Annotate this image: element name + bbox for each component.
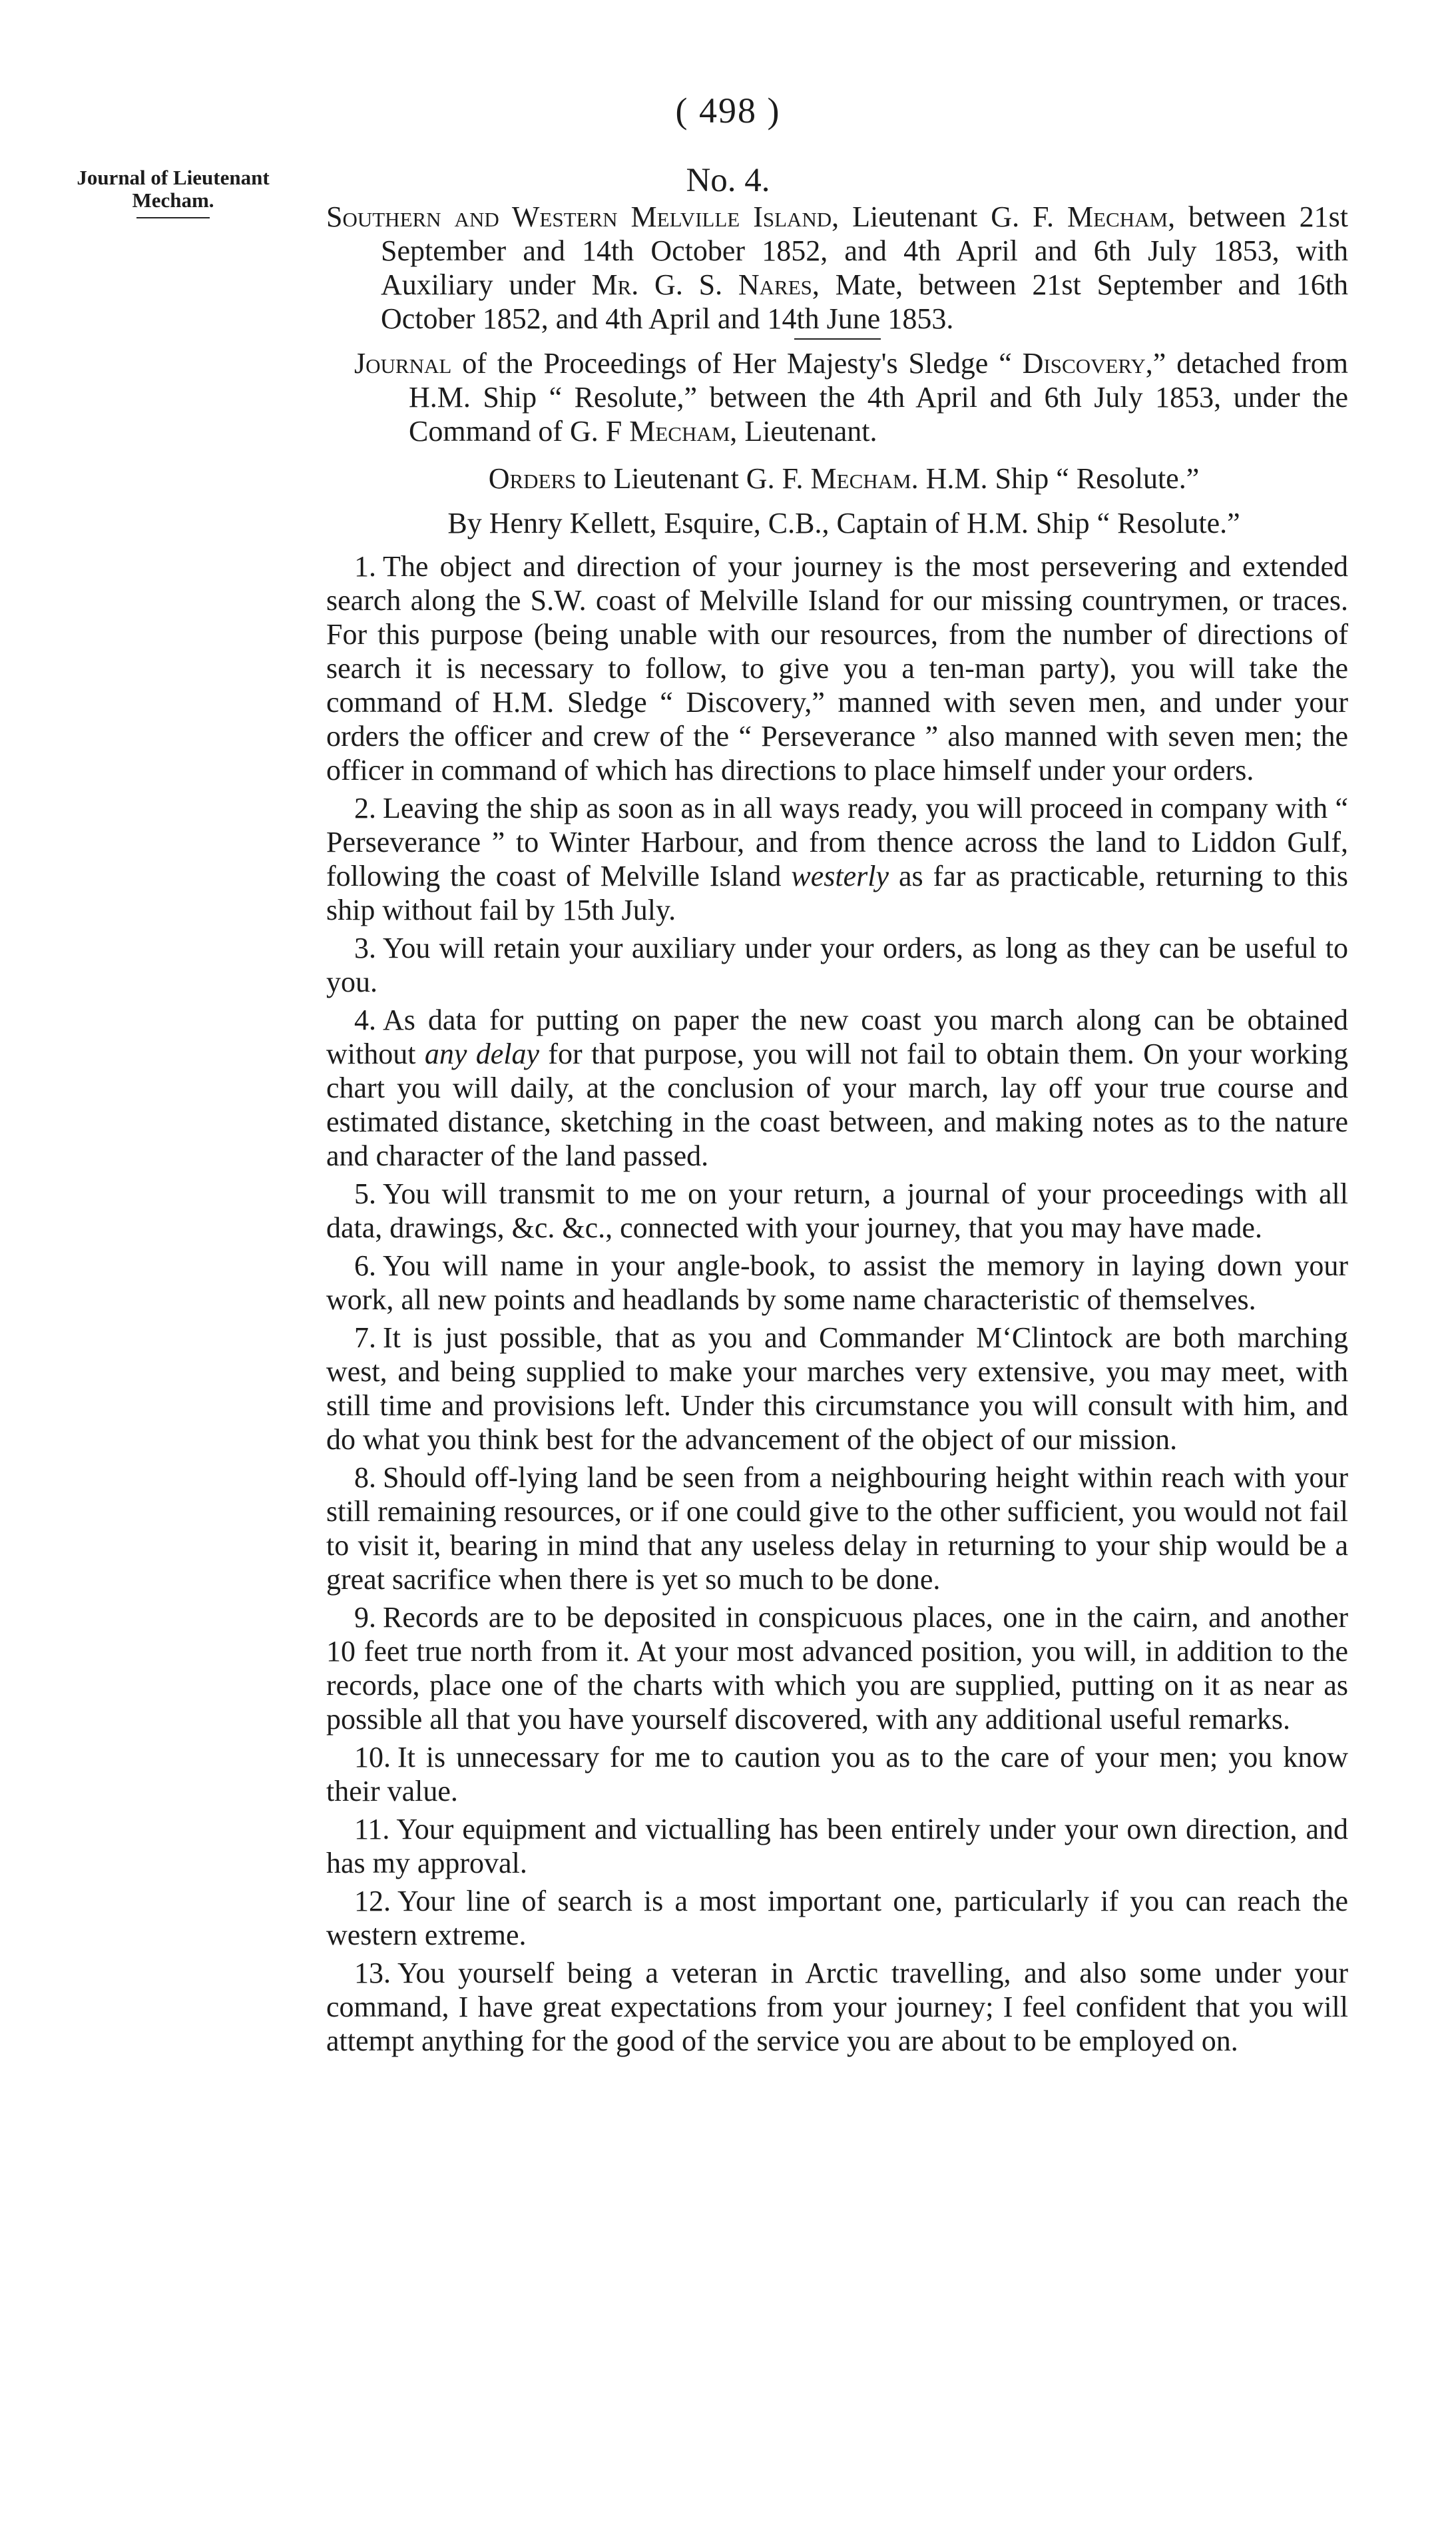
- heading-auxiliary: Mr. G. S. Nares,: [591, 268, 820, 301]
- orders-text-2: H.M. Ship “ Resolute.”: [918, 462, 1200, 495]
- section-heading: [326, 200, 1348, 336]
- paragraph-6: [326, 1249, 1348, 1317]
- orders-title: [340, 462, 1348, 495]
- heading-officer: Mecham,: [1067, 200, 1176, 233]
- paragraph-number: 10.: [354, 1741, 391, 1773]
- heading-text-3: Mate, between 21st September and 16th October 1852, and 4th April and 14th June 1853.: [381, 268, 1349, 335]
- paragraph-text: You will name in your angle-book, to assist the memory in laying down your work, all new points and headlands by some name characteristic of themselves.: [326, 1249, 1348, 1316]
- journal-word: Journal: [354, 347, 452, 380]
- paragraph-11: [326, 1812, 1348, 1880]
- margin-note-text: Journal of Lieutenant Mecham.: [77, 166, 270, 212]
- paragraph-number: 1.: [354, 550, 376, 583]
- orders-word: Orders: [488, 462, 577, 495]
- paragraph-text: You will retain your auxiliary under your orders, as long as they can be useful to you.: [326, 932, 1348, 998]
- paragraph-8: [326, 1460, 1348, 1596]
- paragraph-text: You will transmit to me on your return, a journal of your proceedings with all data, drawings, &c. &c., connected with your journey, that you may have made.: [326, 1177, 1348, 1244]
- paragraph-5: [326, 1177, 1348, 1245]
- paragraph-number: 13.: [354, 1957, 391, 1989]
- heading-place: Southern and Western Melville Island,: [326, 200, 840, 233]
- paragraph-number: 6.: [354, 1249, 376, 1282]
- paragraph-text: You yourself being a veteran in Arctic travelling, and also some under your command, I have great expectations from your journey; I feel confident that you will attempt anything for the good of the service you are about to be employed on.: [326, 1957, 1348, 2057]
- paragraph-13: [326, 1956, 1348, 2058]
- paragraph-number: 8.: [354, 1461, 376, 1494]
- orders-officer: Mecham.: [810, 462, 919, 495]
- paragraph-text: Your line of search is a most important one, particularly if you can reach the western extreme.: [326, 1885, 1348, 1951]
- document-number: No. 4.: [686, 162, 770, 199]
- paragraph-number: 3.: [354, 932, 376, 964]
- heading-text-1: Lieutenant G. F.: [839, 200, 1067, 233]
- page-number: ( 498 ): [675, 91, 781, 131]
- journal-title: [354, 346, 1348, 448]
- journal-text-2: ” detached from H.M. Ship “ Resolute,” between the 4th April and 6th July 1853, under the Command of G. F: [409, 347, 1348, 448]
- paragraph-number: 4.: [354, 1004, 376, 1036]
- paragraph-text: Should off-lying land be seen from a neighbouring height within reach with your still remaining resources, or if one could give to the other sufficient, you would not fail to visit it, bearing in mind that any useless delay in returning to your ship would be a great sacrifice when there is yet so much to be done.: [326, 1461, 1348, 1596]
- paragraph-text: The object and direction of your journey is the most persevering and extended search along the S.W. coast of Melville Island for our missing countrymen, or traces. For this purpose (being unable with our resources, from the number of directions of search it is necessary to follow, to give you a ten-man party), you will take the command of H.M. Sledge “ Discovery,” manned with seven men, and under your orders the officer and crew of the “ Perseverance ” also manned with seven men; the officer in command of which has directions to place himself under your orders.: [326, 550, 1348, 787]
- paragraph-text: As data for putting on paper the new coast you march along can be obtained without: [326, 1004, 1348, 1070]
- margin-note-rule: [136, 217, 210, 218]
- paragraph-text: Leaving the ship as soon as in all ways ready, you will proceed in company with “ Perseverance ” to Winter Harbour, and from thence across the land to Liddon Gulf, following the coast of Melville Island: [326, 792, 1348, 892]
- byline: By Henry Kellett, Esquire, C.B., Captain of H.M. Ship “ Resolute.”: [447, 507, 1240, 539]
- paragraph-italic: any delay: [424, 1038, 540, 1070]
- paragraph-text: for that purpose, you will not fail to obtain them. On your working chart you will daily, at the conclusion of your march, lay off your true course and estimated distance, sketching in the coast between, and making notes as to the nature and character of the land passed.: [326, 1038, 1349, 1172]
- paragraph-9: [326, 1600, 1348, 1736]
- journal-officer: Mecham,: [629, 415, 738, 448]
- paragraph-number: 9.: [354, 1601, 376, 1634]
- section-divider: [794, 338, 881, 340]
- orders-text-1: to Lieutenant G. F.: [576, 462, 811, 495]
- paragraph-text: Your equipment and victualling has been entirely under your own direction, and has my approval.: [326, 1813, 1348, 1879]
- paragraph-text: as far as practicable, returning to this ship without fail by 15th July.: [326, 860, 1348, 926]
- paragraph-10: [326, 1740, 1348, 1808]
- paragraph-1: [326, 549, 1348, 787]
- paragraph-number: 11.: [354, 1813, 390, 1845]
- paragraph-text: It is unnecessary for me to caution you as to the care of your men; you know their value.: [326, 1741, 1348, 1807]
- journal-text-1: of the Proceedings of Her Majesty's Sledge “: [451, 347, 1023, 380]
- paragraph-2: [326, 791, 1348, 927]
- paragraph-number: 5.: [354, 1177, 376, 1210]
- paragraph-3: [326, 931, 1348, 999]
- paragraph-number: 12.: [354, 1885, 391, 1917]
- paragraph-7: [326, 1321, 1348, 1456]
- journal-sledge: Discovery,: [1022, 347, 1153, 380]
- paragraph-4: [326, 1003, 1348, 1173]
- paragraph-text: Records are to be deposited in conspicuous places, one in the cairn, and another 10 feet true north from it. At your most advanced position, you will, in addition to the records, place one of the charts with which you are supplied, putting on it as near as possible all that you have yourself discovered, with any additional useful remarks.: [326, 1601, 1348, 1736]
- paragraph-12: [326, 1884, 1348, 1952]
- heading-text-2: between 21st September and 14th October 1852, and 4th April and 6th July 1853, with Auxiliary under: [381, 200, 1348, 301]
- paragraph-italic: westerly: [791, 860, 889, 892]
- paragraph-number: 2.: [354, 792, 376, 824]
- paragraph-text: It is just possible, that as you and Commander M‘Clintock are both marching west, and being supplied to make your marches very extensive, you may meet, with still time and provisions left. Under this circumstance you will consult with him, and do what you think best for the advancement of the object of our mission.: [326, 1321, 1348, 1456]
- journal-text-3: Lieutenant.: [737, 415, 877, 448]
- paragraph-number: 7.: [354, 1321, 376, 1354]
- page-body: [326, 200, 1348, 2062]
